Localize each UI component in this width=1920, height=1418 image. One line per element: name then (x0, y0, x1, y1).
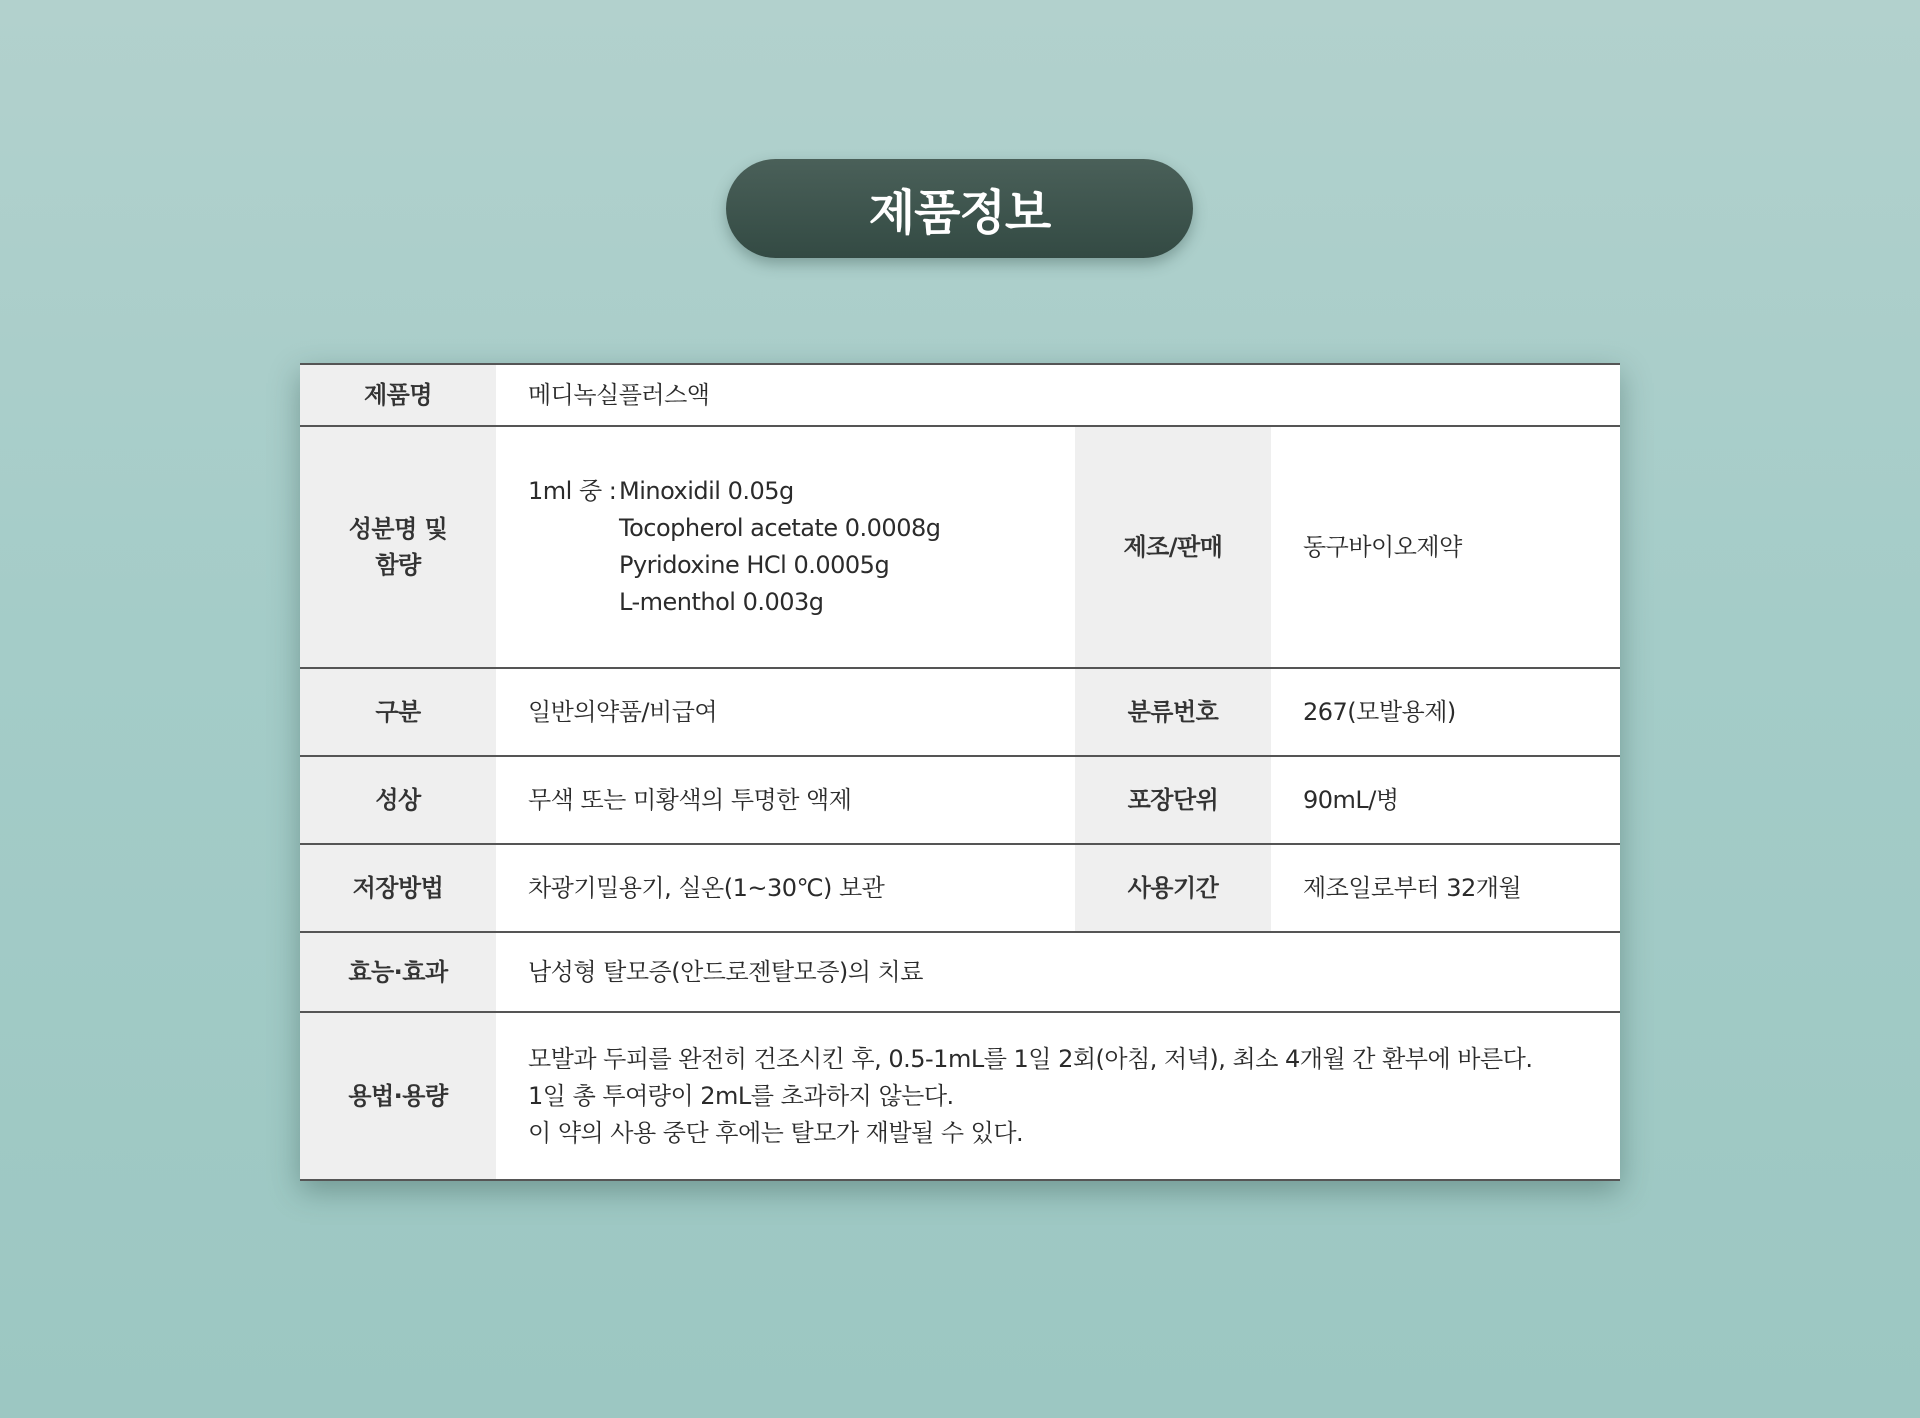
efficacy-value: 남성형 탈모증(안드로젠탈모증)의 치료 (496, 932, 1620, 1012)
list-item: Minoxidil 0.05g (619, 477, 794, 505)
table-row (300, 932, 1620, 1012)
dosage-label: 용법·용량 (300, 1012, 496, 1179)
ingredients-list (619, 473, 940, 621)
category-label: 구분 (300, 668, 496, 756)
table-row (300, 365, 1620, 426)
classification-value: 267(모발용제) (1271, 668, 1620, 756)
product-name-value: 메디녹실플러스액 (528, 380, 710, 409)
table-row (300, 668, 1620, 756)
product-info-table (300, 363, 1620, 1181)
appearance-label: 성상 (300, 756, 496, 844)
shelf-life-value: 제조일로부터 32개월 (1271, 844, 1620, 932)
page-title: 제품정보 (726, 159, 1193, 258)
storage-value: 차광기밀용기, 실온(1~30℃) 보관 (496, 844, 1075, 932)
list-item: Pyridoxine HCl 0.0005g (619, 551, 890, 579)
appearance-value: 무색 또는 미황색의 투명한 액제 (496, 756, 1075, 844)
list-item: Tocopherol acetate 0.0008g (619, 514, 941, 542)
dosage-line: 1일 총 투여량이 2mL를 초과하지 않는다. (528, 1081, 954, 1110)
category-value: 일반의약품/비급여 (496, 668, 1075, 756)
ingredients-label (300, 426, 496, 668)
storage-label: 저장방법 (300, 844, 496, 932)
dosage-line: 이 약의 사용 중단 후에는 탈모가 재발될 수 있다. (528, 1118, 1024, 1147)
efficacy-label: 효능·효과 (300, 932, 496, 1012)
list-item: L-menthol 0.003g (619, 588, 824, 616)
ingredients-label-line2: 함량 (375, 551, 421, 579)
manufacturer-label: 제조/판매 (1075, 426, 1271, 668)
product-name-label: 제품명 (300, 365, 496, 426)
ingredients-label-line1: 성분명 및 (348, 515, 448, 543)
ingredients-value (496, 426, 1075, 668)
table-row (300, 844, 1620, 932)
dosage-line: 모발과 두피를 완전히 건조시킨 후, 0.5-1mL를 1일 2회(아침, 저녁), 최소 4개월 간 환부에 바른다. (528, 1044, 1533, 1073)
packaging-value: 90mL/병 (1271, 756, 1620, 844)
shelf-life-label: 사용기간 (1075, 844, 1271, 932)
table-row (300, 426, 1620, 668)
dosage-value (496, 1012, 1620, 1179)
manufacturer-value: 동구바이오제약 (1271, 426, 1620, 668)
packaging-label: 포장단위 (1075, 756, 1271, 844)
table-row (300, 756, 1620, 844)
classification-label: 분류번호 (1075, 668, 1271, 756)
table-row (300, 1012, 1620, 1179)
ingredients-prefix: 1ml 중 : (528, 477, 617, 505)
